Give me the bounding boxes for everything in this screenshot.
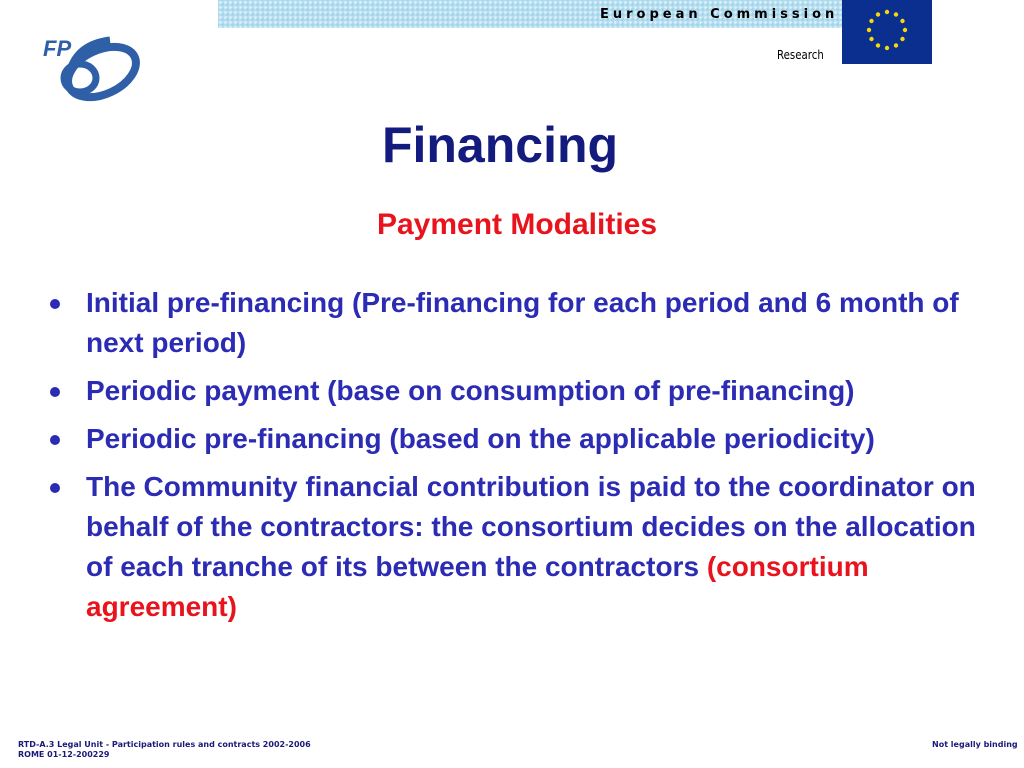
bullet-dot-icon [50, 435, 60, 445]
eu-flag-icon [842, 0, 932, 64]
bullet-item [46, 371, 986, 411]
slide-title: Financing [381, 117, 619, 173]
footer-left [18, 740, 311, 760]
slide-subtitle: Payment Modalities [376, 208, 658, 241]
bullet-dot-icon [50, 387, 60, 397]
footer-line-2: ROME 01-12-200229 [18, 750, 110, 759]
bullet-text: Periodic payment (base on consumption of pre-financing) [86, 375, 855, 406]
bullet-dot-icon [50, 299, 60, 309]
ec-research-label: Research [777, 48, 824, 62]
fp6-logo-text: FP [43, 36, 72, 61]
bullet-text: Periodic pre-financing (based on the applicable periodicity) [86, 423, 875, 454]
bullet-item [46, 283, 986, 363]
bullet-dot-icon [50, 483, 60, 493]
bullet-item [46, 419, 986, 459]
ec-title: European Commission [600, 7, 839, 22]
bullet-item [46, 467, 986, 627]
bullet-text: Initial pre-financing (Pre-financing for each period and 6 month of next period) [86, 287, 959, 358]
footer-line-1: RTD-A.3 Legal Unit - Participation rules and contracts 2002-2006 [18, 740, 311, 749]
bullet-list [46, 283, 986, 635]
bullet-highlight: (consortium agreement) [86, 551, 869, 622]
bullet-text: The Community financial contribution is paid to the coordinator on behalf of the contractors: the consortium decides on the allocation of each tranche of its between the contractors [86, 471, 976, 582]
footer-disclaimer: Not legally binding [932, 740, 1018, 749]
